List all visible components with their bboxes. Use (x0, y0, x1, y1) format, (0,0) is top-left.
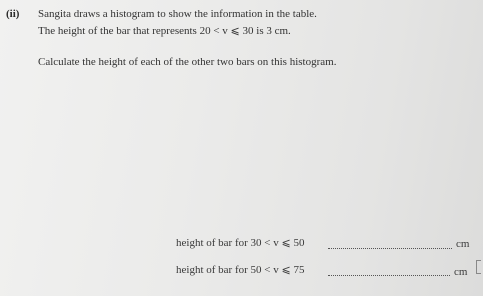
answer-2-unit: cm (454, 266, 468, 278)
answer-row-1-label (176, 236, 304, 249)
part-label: (ii) (6, 8, 20, 20)
answer-box-edge (476, 260, 481, 274)
answer-2-prefix: height of bar for (176, 264, 248, 276)
answer-2-range: 50 < v ⩽ 75 (250, 264, 305, 276)
answer-row-2-label (176, 263, 304, 276)
answer-1-blank[interactable] (328, 248, 452, 249)
question-line-1: Sangita draws a histogram to show the information in the table. (38, 8, 317, 20)
answer-2-blank[interactable] (328, 275, 450, 276)
answer-1-range: 30 < v ⩽ 50 (250, 237, 305, 249)
instruction-text: Calculate the height of each of the other two bars on this histogram. (38, 56, 337, 68)
question-line-2-range: 20 < v ⩽ 30 (199, 25, 254, 37)
answer-1-unit: cm (456, 238, 470, 250)
question-line-2 (38, 24, 291, 37)
question-line-2-post: is 3 cm. (256, 25, 291, 37)
question-line-2-pre: The height of the bar that represents (38, 25, 197, 37)
answer-1-prefix: height of bar for (176, 237, 248, 249)
